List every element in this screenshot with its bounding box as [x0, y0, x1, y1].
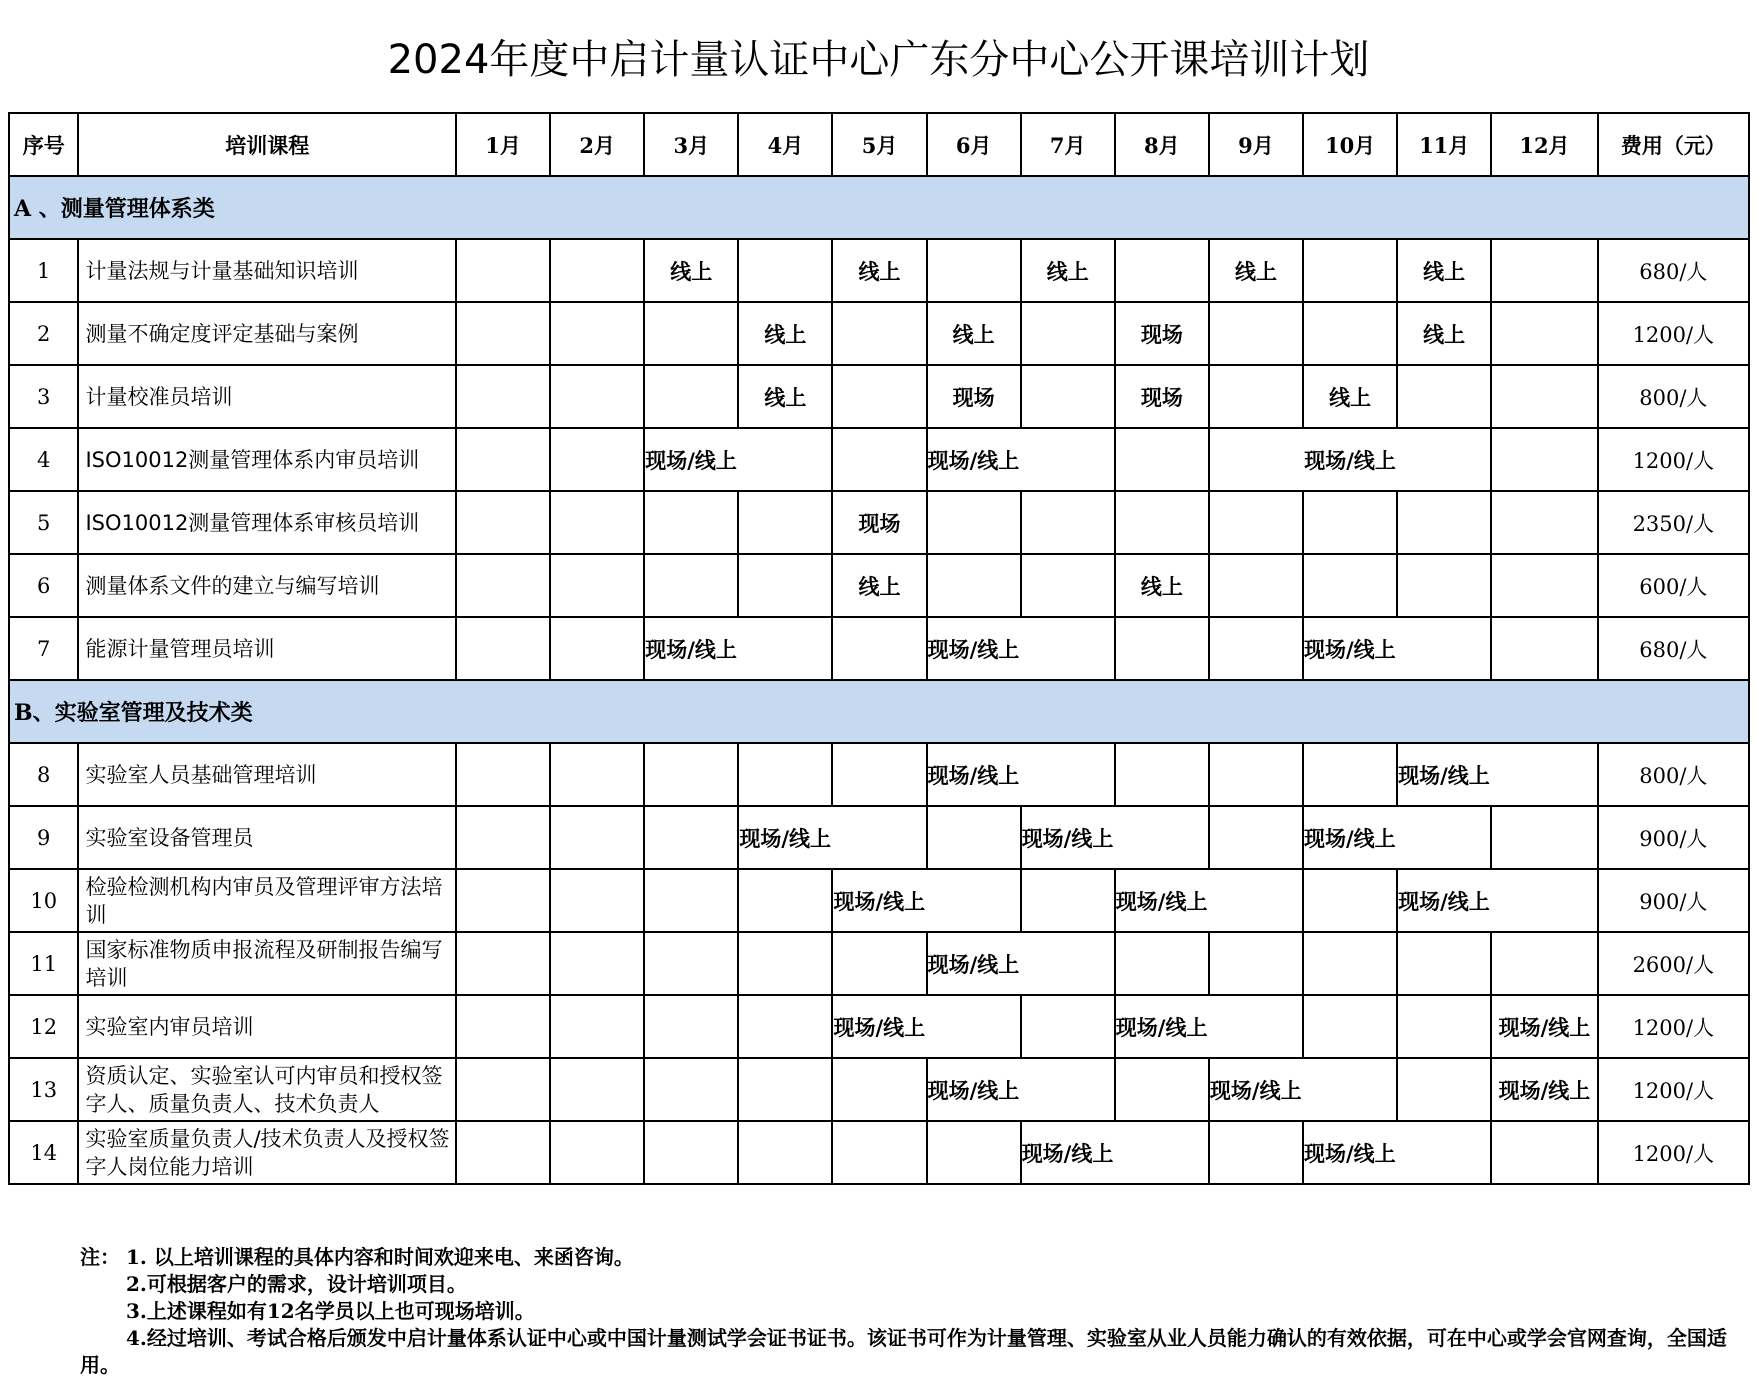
empty-cell-month-12 [1491, 554, 1597, 617]
row-course: 实验室人员基础管理培训 [78, 743, 456, 806]
empty-cell-month-1 [456, 617, 550, 680]
schedule-cell-month-12: 现场/线上 [1491, 995, 1597, 1058]
empty-cell-month-10 [1303, 491, 1397, 554]
schedule-cell-month-10: 线上 [1303, 365, 1397, 428]
empty-cell-month-5 [832, 617, 926, 680]
table-row [9, 806, 1749, 869]
schedule-cell-month-9: 现场/线上 [1209, 1058, 1397, 1121]
empty-cell-month-7 [1021, 491, 1115, 554]
empty-cell-month-2 [550, 1058, 644, 1121]
schedule-cell-month-6: 现场/线上 [927, 428, 1115, 491]
row-course: 国家标准物质申报流程及研制报告编写培训 [78, 932, 456, 995]
row-course: 测量体系文件的建立与编写培训 [78, 554, 456, 617]
empty-cell-month-5 [832, 428, 926, 491]
row-index: 6 [9, 554, 78, 617]
schedule-cell-month-9: 现场/线上 [1209, 428, 1491, 491]
header-course: 培训课程 [78, 113, 456, 176]
empty-cell-month-1 [456, 554, 550, 617]
header-month-5: 5月 [832, 113, 926, 176]
notes-lead: 注： [80, 1245, 120, 1269]
row-course: 实验室内审员培训 [78, 995, 456, 1058]
empty-cell-month-6 [927, 1121, 1021, 1184]
empty-cell-month-3 [644, 491, 738, 554]
empty-cell-month-6 [927, 806, 1021, 869]
header-month-8: 8月 [1115, 113, 1209, 176]
empty-cell-month-12 [1491, 932, 1597, 995]
empty-cell-month-12 [1491, 1121, 1597, 1184]
row-index: 12 [9, 995, 78, 1058]
header-row [9, 113, 1749, 176]
empty-cell-month-4 [738, 554, 832, 617]
row-course: 实验室质量负责人/技术负责人及授权签字人岗位能力培训 [78, 1121, 456, 1184]
empty-cell-month-8 [1115, 617, 1209, 680]
schedule-cell-month-6: 现场 [927, 365, 1021, 428]
empty-cell-month-1 [456, 743, 550, 806]
empty-cell-month-12 [1491, 806, 1597, 869]
empty-cell-month-12 [1491, 428, 1597, 491]
row-fee: 680/人 [1598, 239, 1749, 302]
empty-cell-month-4 [738, 1121, 832, 1184]
empty-cell-month-9 [1209, 806, 1303, 869]
empty-cell-month-2 [550, 428, 644, 491]
note-item-2: 2.可根据客户的需求，设计培训项目。 [126, 1272, 467, 1296]
empty-cell-month-9 [1209, 617, 1303, 680]
schedule-cell-month-4: 线上 [738, 302, 832, 365]
empty-cell-month-4 [738, 995, 832, 1058]
empty-cell-month-1 [456, 302, 550, 365]
empty-cell-month-1 [456, 995, 550, 1058]
empty-cell-month-8 [1115, 239, 1209, 302]
empty-cell-month-2 [550, 743, 644, 806]
schedule-cell-month-7: 现场/线上 [1021, 806, 1209, 869]
schedule-cell-month-10: 现场/线上 [1303, 806, 1491, 869]
row-fee: 900/人 [1598, 806, 1749, 869]
row-fee: 800/人 [1598, 365, 1749, 428]
empty-cell-month-11 [1397, 491, 1491, 554]
empty-cell-month-2 [550, 995, 644, 1058]
empty-cell-month-3 [644, 554, 738, 617]
schedule-cell-month-12: 现场/线上 [1491, 1058, 1597, 1121]
empty-cell-month-9 [1209, 1121, 1303, 1184]
schedule-cell-month-10: 现场/线上 [1303, 1121, 1491, 1184]
schedule-cell-month-10: 现场/线上 [1303, 617, 1491, 680]
empty-cell-month-8 [1115, 743, 1209, 806]
row-fee: 2600/人 [1598, 932, 1749, 995]
header-fee: 费用（元） [1598, 113, 1749, 176]
empty-cell-month-12 [1491, 365, 1597, 428]
page-title: 2024年度中启计量认证中心广东分中心公开课培训计划 [387, 37, 1370, 83]
schedule-cell-month-11: 现场/线上 [1397, 869, 1598, 932]
empty-cell-month-7 [1021, 869, 1115, 932]
empty-cell-month-11 [1397, 995, 1491, 1058]
empty-cell-month-5 [832, 1121, 926, 1184]
empty-cell-month-5 [832, 302, 926, 365]
training-plan-table [8, 112, 1750, 1185]
empty-cell-month-2 [550, 365, 644, 428]
note-item-4: 4.经过培训、考试合格后颁发中启计量体系认证中心或中国计量测试学会证书证书。该证书可作为计量管理、实验室从业人员能力确认的有效依据，可在中心或学会官网查询，全国适用。 [80, 1326, 1727, 1377]
empty-cell-month-3 [644, 1058, 738, 1121]
row-index: 11 [9, 932, 78, 995]
row-course: 计量法规与计量基础知识培训 [78, 239, 456, 302]
empty-cell-month-2 [550, 932, 644, 995]
schedule-cell-month-11: 线上 [1397, 239, 1491, 302]
empty-cell-month-4 [738, 1058, 832, 1121]
schedule-cell-month-8: 线上 [1115, 554, 1209, 617]
empty-cell-month-7 [1021, 302, 1115, 365]
empty-cell-month-7 [1021, 365, 1115, 428]
schedule-cell-month-5: 现场 [832, 491, 926, 554]
empty-cell-month-3 [644, 302, 738, 365]
empty-cell-month-2 [550, 806, 644, 869]
row-index: 3 [9, 365, 78, 428]
header-index: 序号 [9, 113, 78, 176]
schedule-cell-month-9: 线上 [1209, 239, 1303, 302]
row-fee: 1200/人 [1598, 302, 1749, 365]
row-index: 13 [9, 1058, 78, 1121]
table-row [9, 743, 1749, 806]
schedule-cell-month-4: 线上 [738, 365, 832, 428]
schedule-cell-month-6: 现场/线上 [927, 932, 1115, 995]
empty-cell-month-10 [1303, 302, 1397, 365]
row-fee: 680/人 [1598, 617, 1749, 680]
empty-cell-month-3 [644, 806, 738, 869]
empty-cell-month-12 [1491, 617, 1597, 680]
row-course: 实验室设备管理员 [78, 806, 456, 869]
table-row [9, 1121, 1749, 1184]
empty-cell-month-1 [456, 239, 550, 302]
empty-cell-month-1 [456, 1121, 550, 1184]
empty-cell-month-7 [1021, 554, 1115, 617]
empty-cell-month-9 [1209, 365, 1303, 428]
empty-cell-month-12 [1491, 239, 1597, 302]
empty-cell-month-2 [550, 491, 644, 554]
empty-cell-month-9 [1209, 932, 1303, 995]
empty-cell-month-4 [738, 743, 832, 806]
empty-cell-month-11 [1397, 932, 1491, 995]
row-course: 测量不确定度评定基础与案例 [78, 302, 456, 365]
header-month-4: 4月 [738, 113, 832, 176]
empty-cell-month-11 [1397, 1058, 1491, 1121]
row-index: 8 [9, 743, 78, 806]
empty-cell-month-8 [1115, 1058, 1209, 1121]
schedule-cell-month-11: 线上 [1397, 302, 1491, 365]
header-month-2: 2月 [550, 113, 644, 176]
row-index: 5 [9, 491, 78, 554]
row-course: 资质认定、实验室认可内审员和授权签字人、质量负责人、技术负责人 [78, 1058, 456, 1121]
row-course: 能源计量管理员培训 [78, 617, 456, 680]
note-item-3: 3.上述课程如有12名学员以上也可现场培训。 [126, 1299, 535, 1323]
empty-cell-month-4 [738, 239, 832, 302]
empty-cell-month-3 [644, 869, 738, 932]
table-row [9, 617, 1749, 680]
row-index: 1 [9, 239, 78, 302]
row-fee: 600/人 [1598, 554, 1749, 617]
empty-cell-month-9 [1209, 743, 1303, 806]
table-row [9, 365, 1749, 428]
row-fee: 1200/人 [1598, 1058, 1749, 1121]
section-label: B、实验室管理及技术类 [9, 680, 1749, 743]
empty-cell-month-1 [456, 932, 550, 995]
empty-cell-month-1 [456, 869, 550, 932]
empty-cell-month-2 [550, 1121, 644, 1184]
schedule-cell-month-5: 线上 [832, 554, 926, 617]
empty-cell-month-10 [1303, 743, 1397, 806]
empty-cell-month-11 [1397, 365, 1491, 428]
empty-cell-month-8 [1115, 932, 1209, 995]
row-index: 2 [9, 302, 78, 365]
schedule-cell-month-5: 现场/线上 [832, 869, 1020, 932]
header-month-6: 6月 [927, 113, 1021, 176]
empty-cell-month-5 [832, 365, 926, 428]
schedule-cell-month-7: 现场/线上 [1021, 1121, 1209, 1184]
row-fee: 1200/人 [1598, 428, 1749, 491]
empty-cell-month-10 [1303, 932, 1397, 995]
empty-cell-month-10 [1303, 239, 1397, 302]
schedule-cell-month-6: 现场/线上 [927, 743, 1115, 806]
header-month-12: 12月 [1491, 113, 1597, 176]
header-month-11: 11月 [1397, 113, 1491, 176]
schedule-cell-month-6: 线上 [927, 302, 1021, 365]
schedule-cell-month-6: 现场/线上 [927, 617, 1115, 680]
empty-cell-month-7 [1021, 995, 1115, 1058]
row-course: 检验检测机构内审员及管理评审方法培训 [78, 869, 456, 932]
empty-cell-month-3 [644, 365, 738, 428]
empty-cell-month-11 [1397, 554, 1491, 617]
empty-cell-month-5 [832, 932, 926, 995]
empty-cell-month-9 [1209, 554, 1303, 617]
section-row [9, 680, 1749, 743]
empty-cell-month-2 [550, 869, 644, 932]
empty-cell-month-4 [738, 491, 832, 554]
empty-cell-month-12 [1491, 491, 1597, 554]
empty-cell-month-3 [644, 1121, 738, 1184]
empty-cell-month-8 [1115, 428, 1209, 491]
table-row [9, 995, 1749, 1058]
row-index: 4 [9, 428, 78, 491]
empty-cell-month-1 [456, 428, 550, 491]
empty-cell-month-10 [1303, 869, 1397, 932]
table-row [9, 239, 1749, 302]
row-index: 7 [9, 617, 78, 680]
empty-cell-month-4 [738, 869, 832, 932]
schedule-cell-month-11: 现场/线上 [1397, 743, 1598, 806]
row-index: 9 [9, 806, 78, 869]
schedule-cell-month-5: 现场/线上 [832, 995, 1020, 1058]
empty-cell-month-1 [456, 491, 550, 554]
empty-cell-month-2 [550, 302, 644, 365]
schedule-cell-month-5: 线上 [832, 239, 926, 302]
table-row [9, 869, 1749, 932]
schedule-cell-month-3: 现场/线上 [644, 617, 832, 680]
header-month-3: 3月 [644, 113, 738, 176]
schedule-cell-month-8: 现场/线上 [1115, 869, 1303, 932]
empty-cell-month-3 [644, 995, 738, 1058]
table-body [9, 176, 1749, 1184]
empty-cell-month-4 [738, 932, 832, 995]
row-fee: 2350/人 [1598, 491, 1749, 554]
row-fee: 1200/人 [1598, 1121, 1749, 1184]
section-label: A 、测量管理体系类 [9, 176, 1749, 239]
row-fee: 800/人 [1598, 743, 1749, 806]
schedule-cell-month-3: 线上 [644, 239, 738, 302]
header-month-10: 10月 [1303, 113, 1397, 176]
empty-cell-month-6 [927, 239, 1021, 302]
empty-cell-month-1 [456, 1058, 550, 1121]
row-index: 14 [9, 1121, 78, 1184]
note-item-1: 1. 以上培训课程的具体内容和时间欢迎来电、来函咨询。 [126, 1245, 634, 1269]
empty-cell-month-1 [456, 806, 550, 869]
empty-cell-month-5 [832, 743, 926, 806]
empty-cell-month-10 [1303, 554, 1397, 617]
schedule-cell-month-8: 现场/线上 [1115, 995, 1303, 1058]
table-row [9, 1058, 1749, 1121]
row-fee: 1200/人 [1598, 995, 1749, 1058]
table-row [9, 491, 1749, 554]
schedule-cell-month-7: 线上 [1021, 239, 1115, 302]
empty-cell-month-6 [927, 491, 1021, 554]
empty-cell-month-12 [1491, 302, 1597, 365]
table-row [9, 554, 1749, 617]
notes [80, 1244, 1750, 1379]
row-course: 计量校准员培训 [78, 365, 456, 428]
empty-cell-month-2 [550, 554, 644, 617]
empty-cell-month-9 [1209, 491, 1303, 554]
empty-cell-month-8 [1115, 491, 1209, 554]
empty-cell-month-5 [832, 1058, 926, 1121]
section-row [9, 176, 1749, 239]
empty-cell-month-2 [550, 617, 644, 680]
header-month-1: 1月 [456, 113, 550, 176]
schedule-cell-month-4: 现场/线上 [738, 806, 926, 869]
schedule-cell-month-3: 现场/线上 [644, 428, 832, 491]
schedule-cell-month-8: 现场 [1115, 365, 1209, 428]
empty-cell-month-3 [644, 743, 738, 806]
empty-cell-month-6 [927, 554, 1021, 617]
schedule-cell-month-6: 现场/线上 [927, 1058, 1115, 1121]
empty-cell-month-1 [456, 365, 550, 428]
header-month-9: 9月 [1209, 113, 1303, 176]
row-fee: 900/人 [1598, 869, 1749, 932]
row-course: ISO10012测量管理体系审核员培训 [78, 491, 456, 554]
empty-cell-month-9 [1209, 302, 1303, 365]
table-row [9, 932, 1749, 995]
row-index: 10 [9, 869, 78, 932]
empty-cell-month-3 [644, 932, 738, 995]
schedule-cell-month-8: 现场 [1115, 302, 1209, 365]
table-row [9, 302, 1749, 365]
empty-cell-month-2 [550, 239, 644, 302]
row-course: ISO10012测量管理体系内审员培训 [78, 428, 456, 491]
table-row [9, 428, 1749, 491]
empty-cell-month-10 [1303, 995, 1397, 1058]
header-month-7: 7月 [1021, 113, 1115, 176]
